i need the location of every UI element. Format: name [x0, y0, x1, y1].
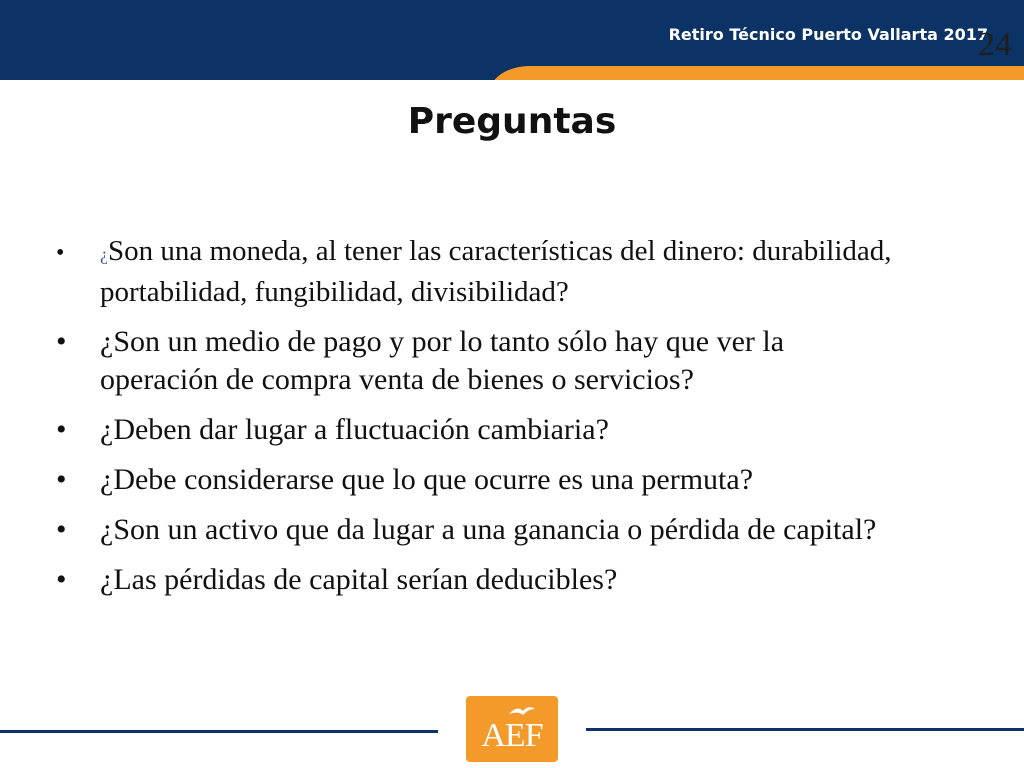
bullet-marker: •	[56, 513, 67, 546]
question-item	[56, 411, 906, 449]
footer-divider-right	[586, 728, 1024, 731]
question-list	[56, 232, 906, 611]
slide-number: 24	[978, 26, 1012, 63]
question-item	[56, 561, 906, 599]
question-item	[56, 232, 906, 311]
aef-logo	[466, 696, 558, 762]
question-text: ¿Son un activo que da lugar a una ganancia o pérdida de capital?	[100, 513, 877, 546]
slide-title: Preguntas	[407, 101, 617, 142]
bullet-marker: •	[56, 413, 67, 446]
bullet-marker: •	[56, 325, 67, 358]
logo-text: AEF	[481, 717, 543, 754]
bullet-marker: •	[56, 463, 67, 496]
question-text: ¿Son un medio de pago y por lo tanto sólo hay que ver la operación de compra venta de bienes o servicios?	[100, 325, 785, 396]
question-item	[56, 461, 906, 499]
bullet-marker: •	[56, 563, 67, 596]
question-item	[56, 323, 906, 399]
question-text: ¿Deben dar lugar a fluctuación cambiaria?	[100, 413, 609, 446]
question-text: ¿Las pérdidas de capital serían deducibles?	[100, 563, 618, 596]
question-item	[56, 511, 906, 549]
bird-icon	[508, 704, 536, 718]
question-text: ¿Debe considerarse que lo que ocurre es una permuta?	[100, 463, 754, 496]
question-text: Son una moneda, al tener las características del dinero: durabilidad, portabilidad, fungibilidad, divisibilidad?	[100, 235, 892, 308]
bullet-marker: •	[56, 240, 65, 266]
event-title: Retiro Técnico Puerto Vallarta 2017	[668, 25, 988, 44]
footer-divider-left	[0, 730, 438, 733]
question-prefix: ¿	[100, 244, 108, 264]
